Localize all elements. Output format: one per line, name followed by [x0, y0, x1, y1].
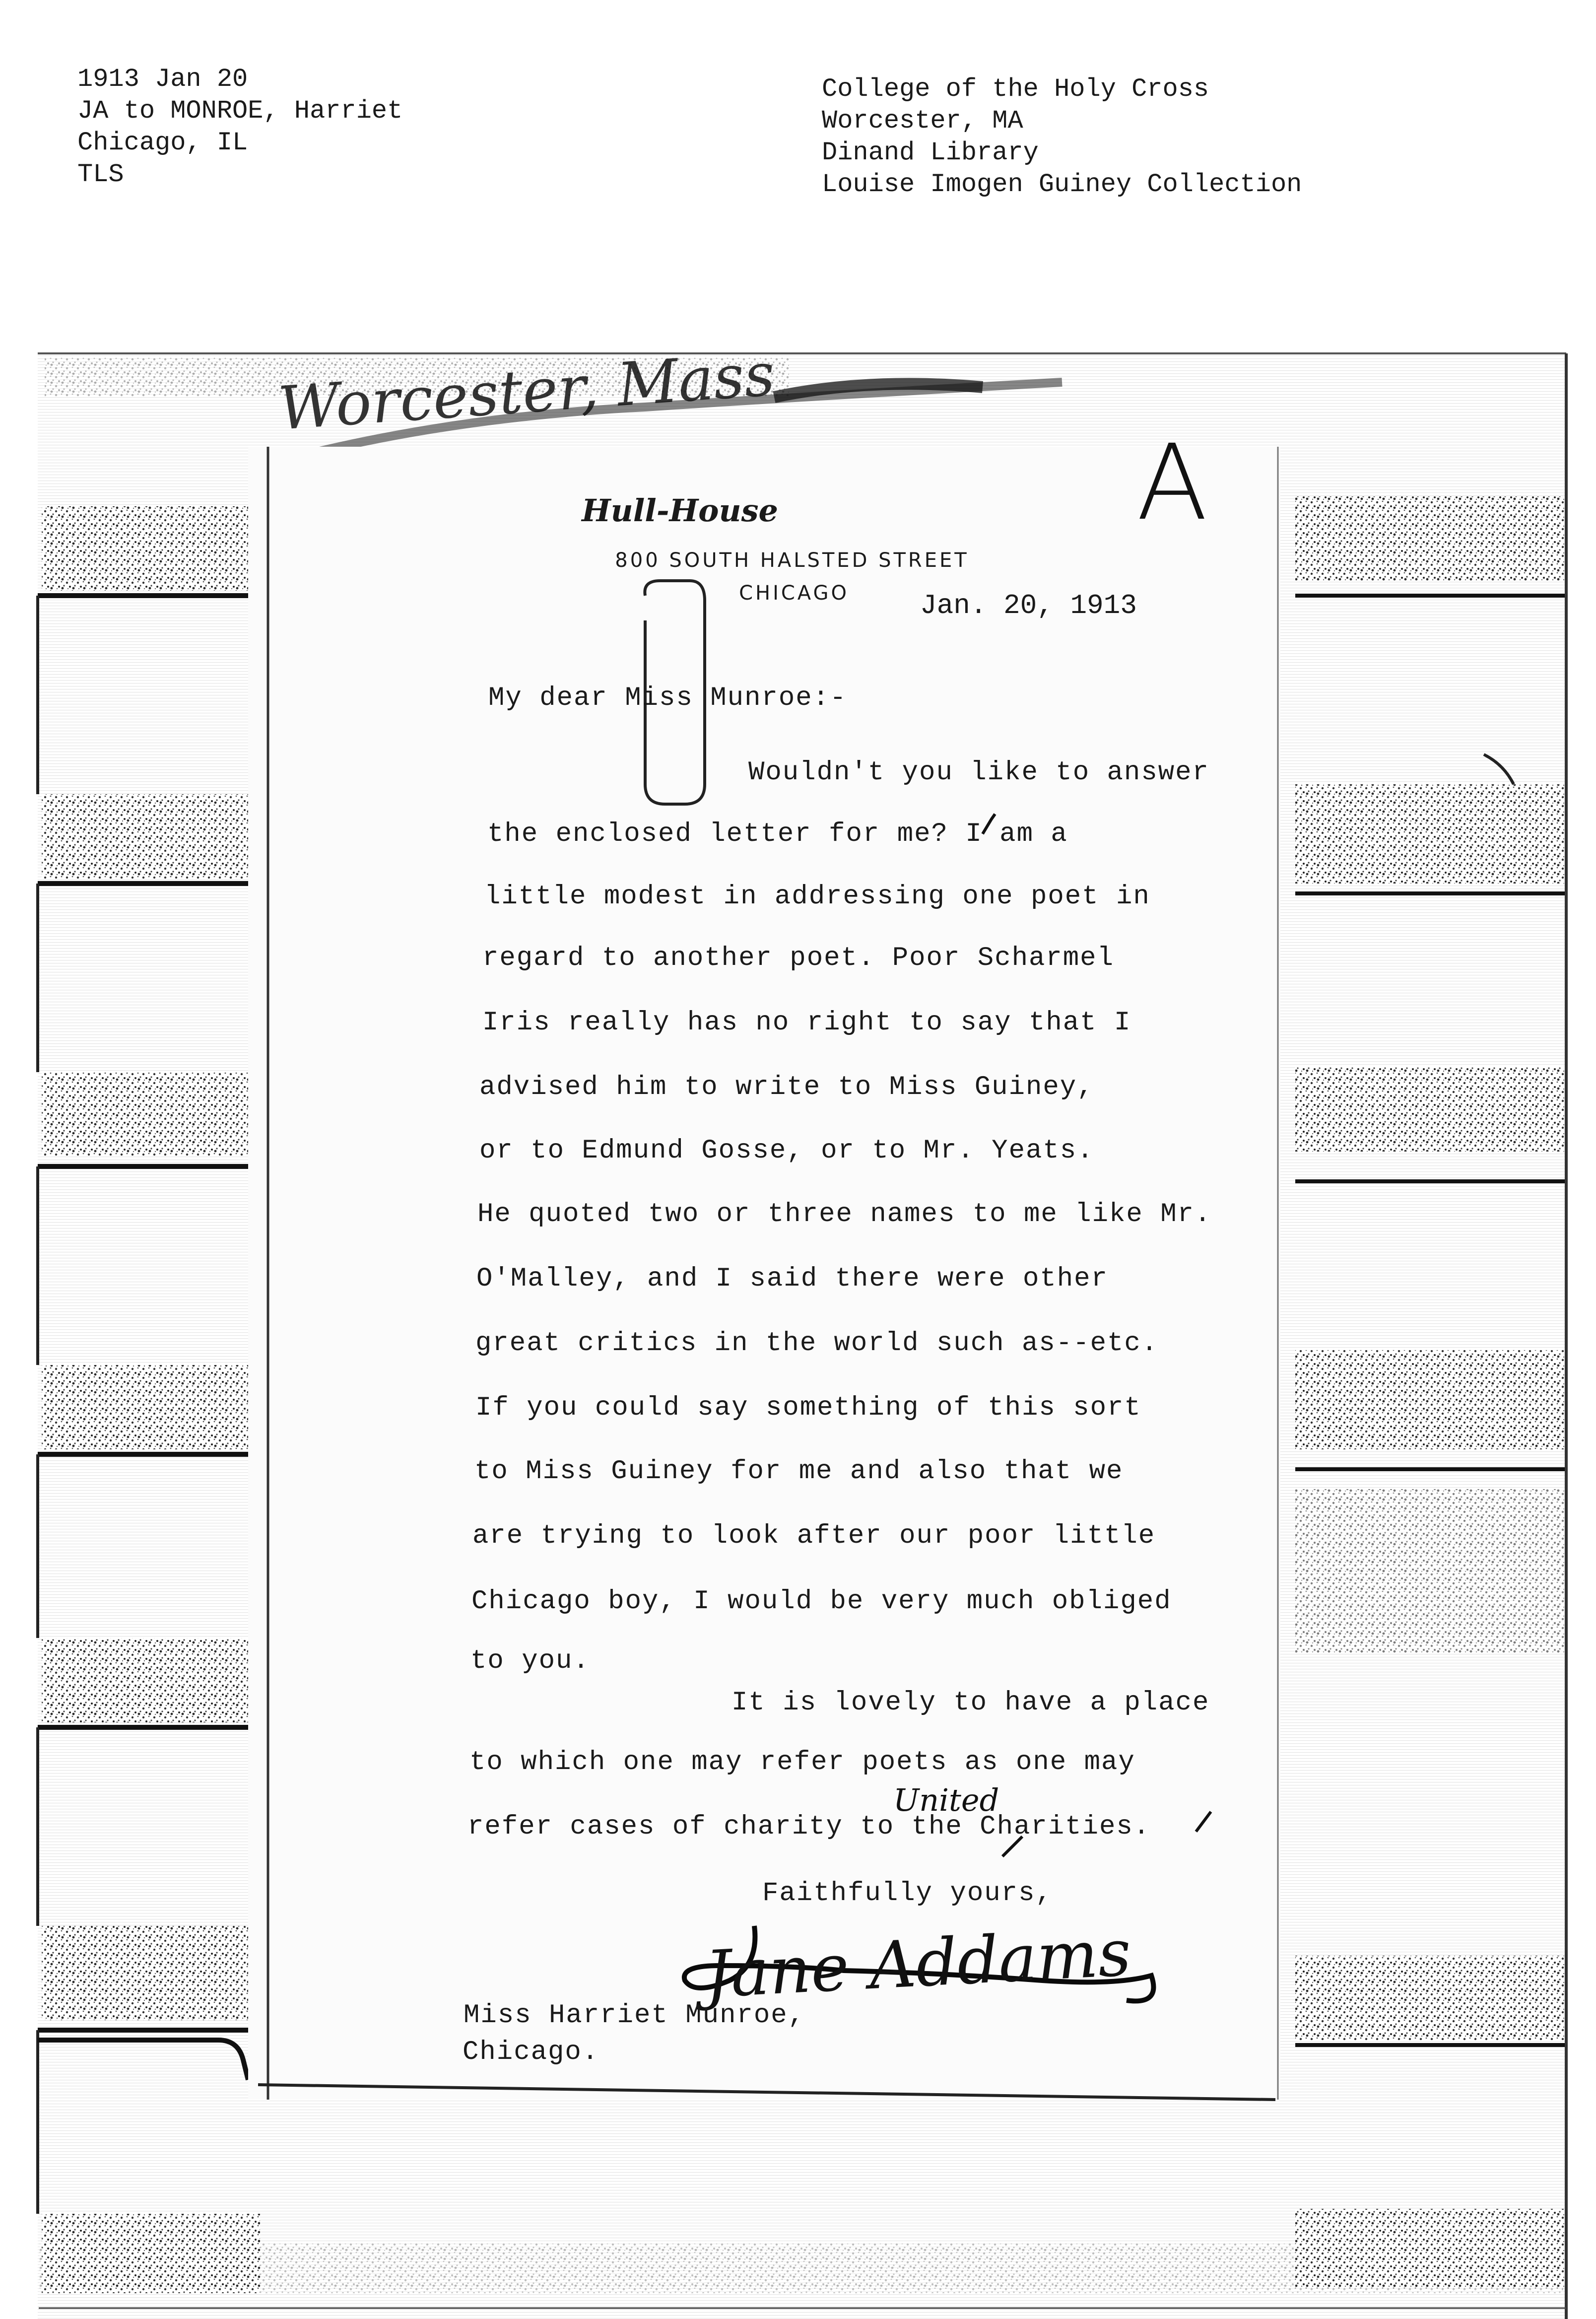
body-line: to Miss Guiney for me and also that we — [474, 1456, 1124, 1487]
body-line: or to Edmund Gosse, or to Mr. Yeats. — [479, 1136, 1094, 1166]
corner-mark: A — [1136, 422, 1208, 544]
body-line: Iris really has no right to say that I — [482, 1008, 1131, 1038]
body-line: the enclosed letter for me? I am a — [487, 819, 1068, 849]
body-line: Chicago boy, I would be very much obliged — [471, 1586, 1172, 1617]
letter-date: Jan. 20, 1913 — [920, 590, 1137, 621]
top-handwriting: Worcester, Mass — [276, 340, 777, 444]
catalog-right-block — [822, 73, 1566, 201]
addressee-city: Chicago. — [463, 2037, 599, 2067]
body-line: O'Malley, and I said there were other — [476, 1264, 1108, 1294]
body-line: great critics in the world such as--etc. — [475, 1328, 1159, 1359]
catalog-left-block — [77, 64, 723, 191]
body-line: He quoted two or three names to me like Mr. — [477, 1199, 1212, 1229]
closing: Faithfully yours, — [762, 1878, 1053, 1909]
catalog-city: Worcester, MA — [822, 106, 1023, 136]
body-line: to which one may refer poets as one may — [469, 1747, 1135, 1777]
body-line: refer cases of charity to the Charities. — [467, 1812, 1151, 1842]
body-line: It is lovely to have a place — [732, 1688, 1210, 1718]
body-line: If you could say something of this sort — [475, 1393, 1141, 1423]
catalog-date: 1913 Jan 20 — [77, 65, 248, 94]
catalog-institution: College of the Holy Cross — [822, 74, 1209, 104]
catalog-library: Dinand Library — [822, 138, 1039, 167]
catalog-collection: Louise Imogen Guiney Collection — [822, 170, 1302, 199]
catalog-place: Chicago, IL — [77, 128, 248, 157]
addressee-name: Miss Harriet Munroe, — [464, 2000, 805, 2031]
catalog-correspondents: JA to MONROE, Harriet — [77, 96, 403, 126]
insertion-above: United — [893, 1782, 999, 1818]
catalog-format: TLS — [77, 160, 124, 189]
body-line: are trying to look after our poor little — [472, 1521, 1156, 1551]
signature: Jane Addams — [703, 1914, 1133, 2013]
body-line: little modest in addressing one poet in — [484, 882, 1150, 912]
body-line: Wouldn't you like to answer — [748, 757, 1209, 788]
body-line: to you. — [470, 1646, 590, 1676]
body-line: regard to another poet. Poor Scharmel — [482, 943, 1114, 973]
body-line: advised him to write to Miss Guiney, — [479, 1072, 1094, 1102]
salutation: My dear Miss Munroe:- — [488, 683, 847, 713]
